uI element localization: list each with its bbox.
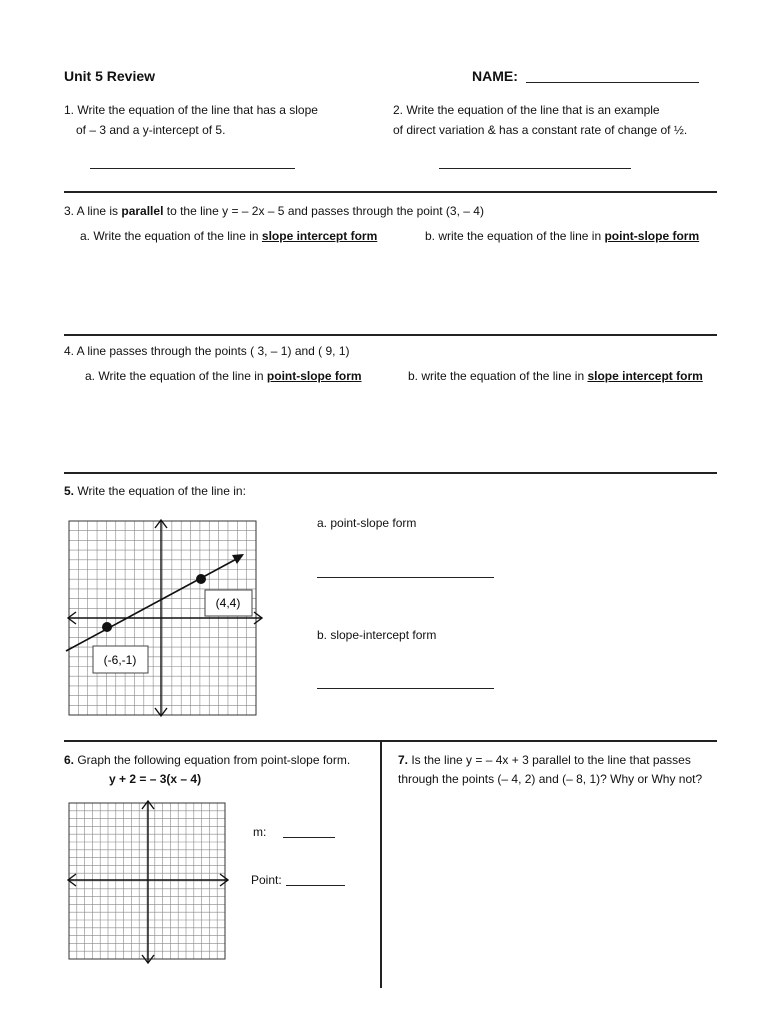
q1-answer-line[interactable] (90, 168, 295, 169)
q5a-answer-line[interactable] (317, 577, 494, 578)
grid-lines (69, 803, 225, 959)
q2-text-line1: 2. Write the equation of the line that is an example (393, 103, 660, 117)
divider (64, 334, 717, 336)
page-title: Unit 5 Review (64, 68, 156, 84)
point-4-4 (196, 574, 206, 584)
q2-answer-line[interactable] (439, 168, 631, 169)
column-divider (380, 740, 382, 988)
q3-text: 3. A line is parallel to the line y = – 2x – 5 and passes through the point (3, – 4) (64, 204, 484, 218)
label-neg6-neg1: (-6,-1) (103, 653, 137, 667)
q4b-prompt: b. write the equation of the line in slope intercept form (408, 369, 703, 383)
q2-text-line2: of direct variation & has a constant rate of change of ½. (393, 123, 688, 137)
q6-m-label: m: (253, 825, 267, 839)
q4a-prompt: a. Write the equation of the line in point-slope form (85, 369, 362, 383)
name-label: NAME: (472, 68, 518, 84)
label-4-4: (4,4) (215, 596, 241, 610)
divider (64, 472, 717, 474)
name-field[interactable] (526, 82, 699, 83)
line-arrowhead (232, 554, 244, 564)
q6-text: 6. Graph the following equation from point-slope form. (64, 753, 351, 767)
q1-text-line2: of – 3 and a y-intercept of 5. (76, 123, 226, 137)
q6-m-answer-line[interactable] (283, 837, 335, 838)
divider (64, 191, 717, 193)
q6-equation: y + 2 = – 3(x – 4) (109, 772, 202, 786)
q6-coordinate-grid[interactable] (64, 799, 232, 965)
q6-point-label: Point: (251, 873, 282, 887)
q6-point-answer-line[interactable] (286, 885, 345, 886)
q5-coordinate-grid (64, 516, 264, 718)
q7-text-line2: through the points (– 4, 2) and (– 8, 1)? Why or Why not? (398, 772, 703, 786)
q3a-prompt: a. Write the equation of the line in slope intercept form (80, 229, 378, 243)
q4-text: 4. A line passes through the points ( 3, – 1) and ( 9, 1) (64, 344, 350, 358)
q7-text-line1: 7. Is the line y = – 4x + 3 parallel to the line that passes (398, 753, 691, 767)
q3b-prompt: b. write the equation of the line in point-slope form (425, 229, 700, 243)
q5b-answer-line[interactable] (317, 688, 494, 689)
divider (64, 740, 717, 742)
q5-text: 5. Write the equation of the line in: (64, 484, 246, 498)
q1-text-line1: 1. Write the equation of the line that has a slope (64, 103, 318, 117)
q5b-label: b. slope-intercept form (317, 628, 437, 642)
q5a-label: a. point-slope form (317, 516, 417, 530)
point-neg6-neg1 (102, 622, 112, 632)
